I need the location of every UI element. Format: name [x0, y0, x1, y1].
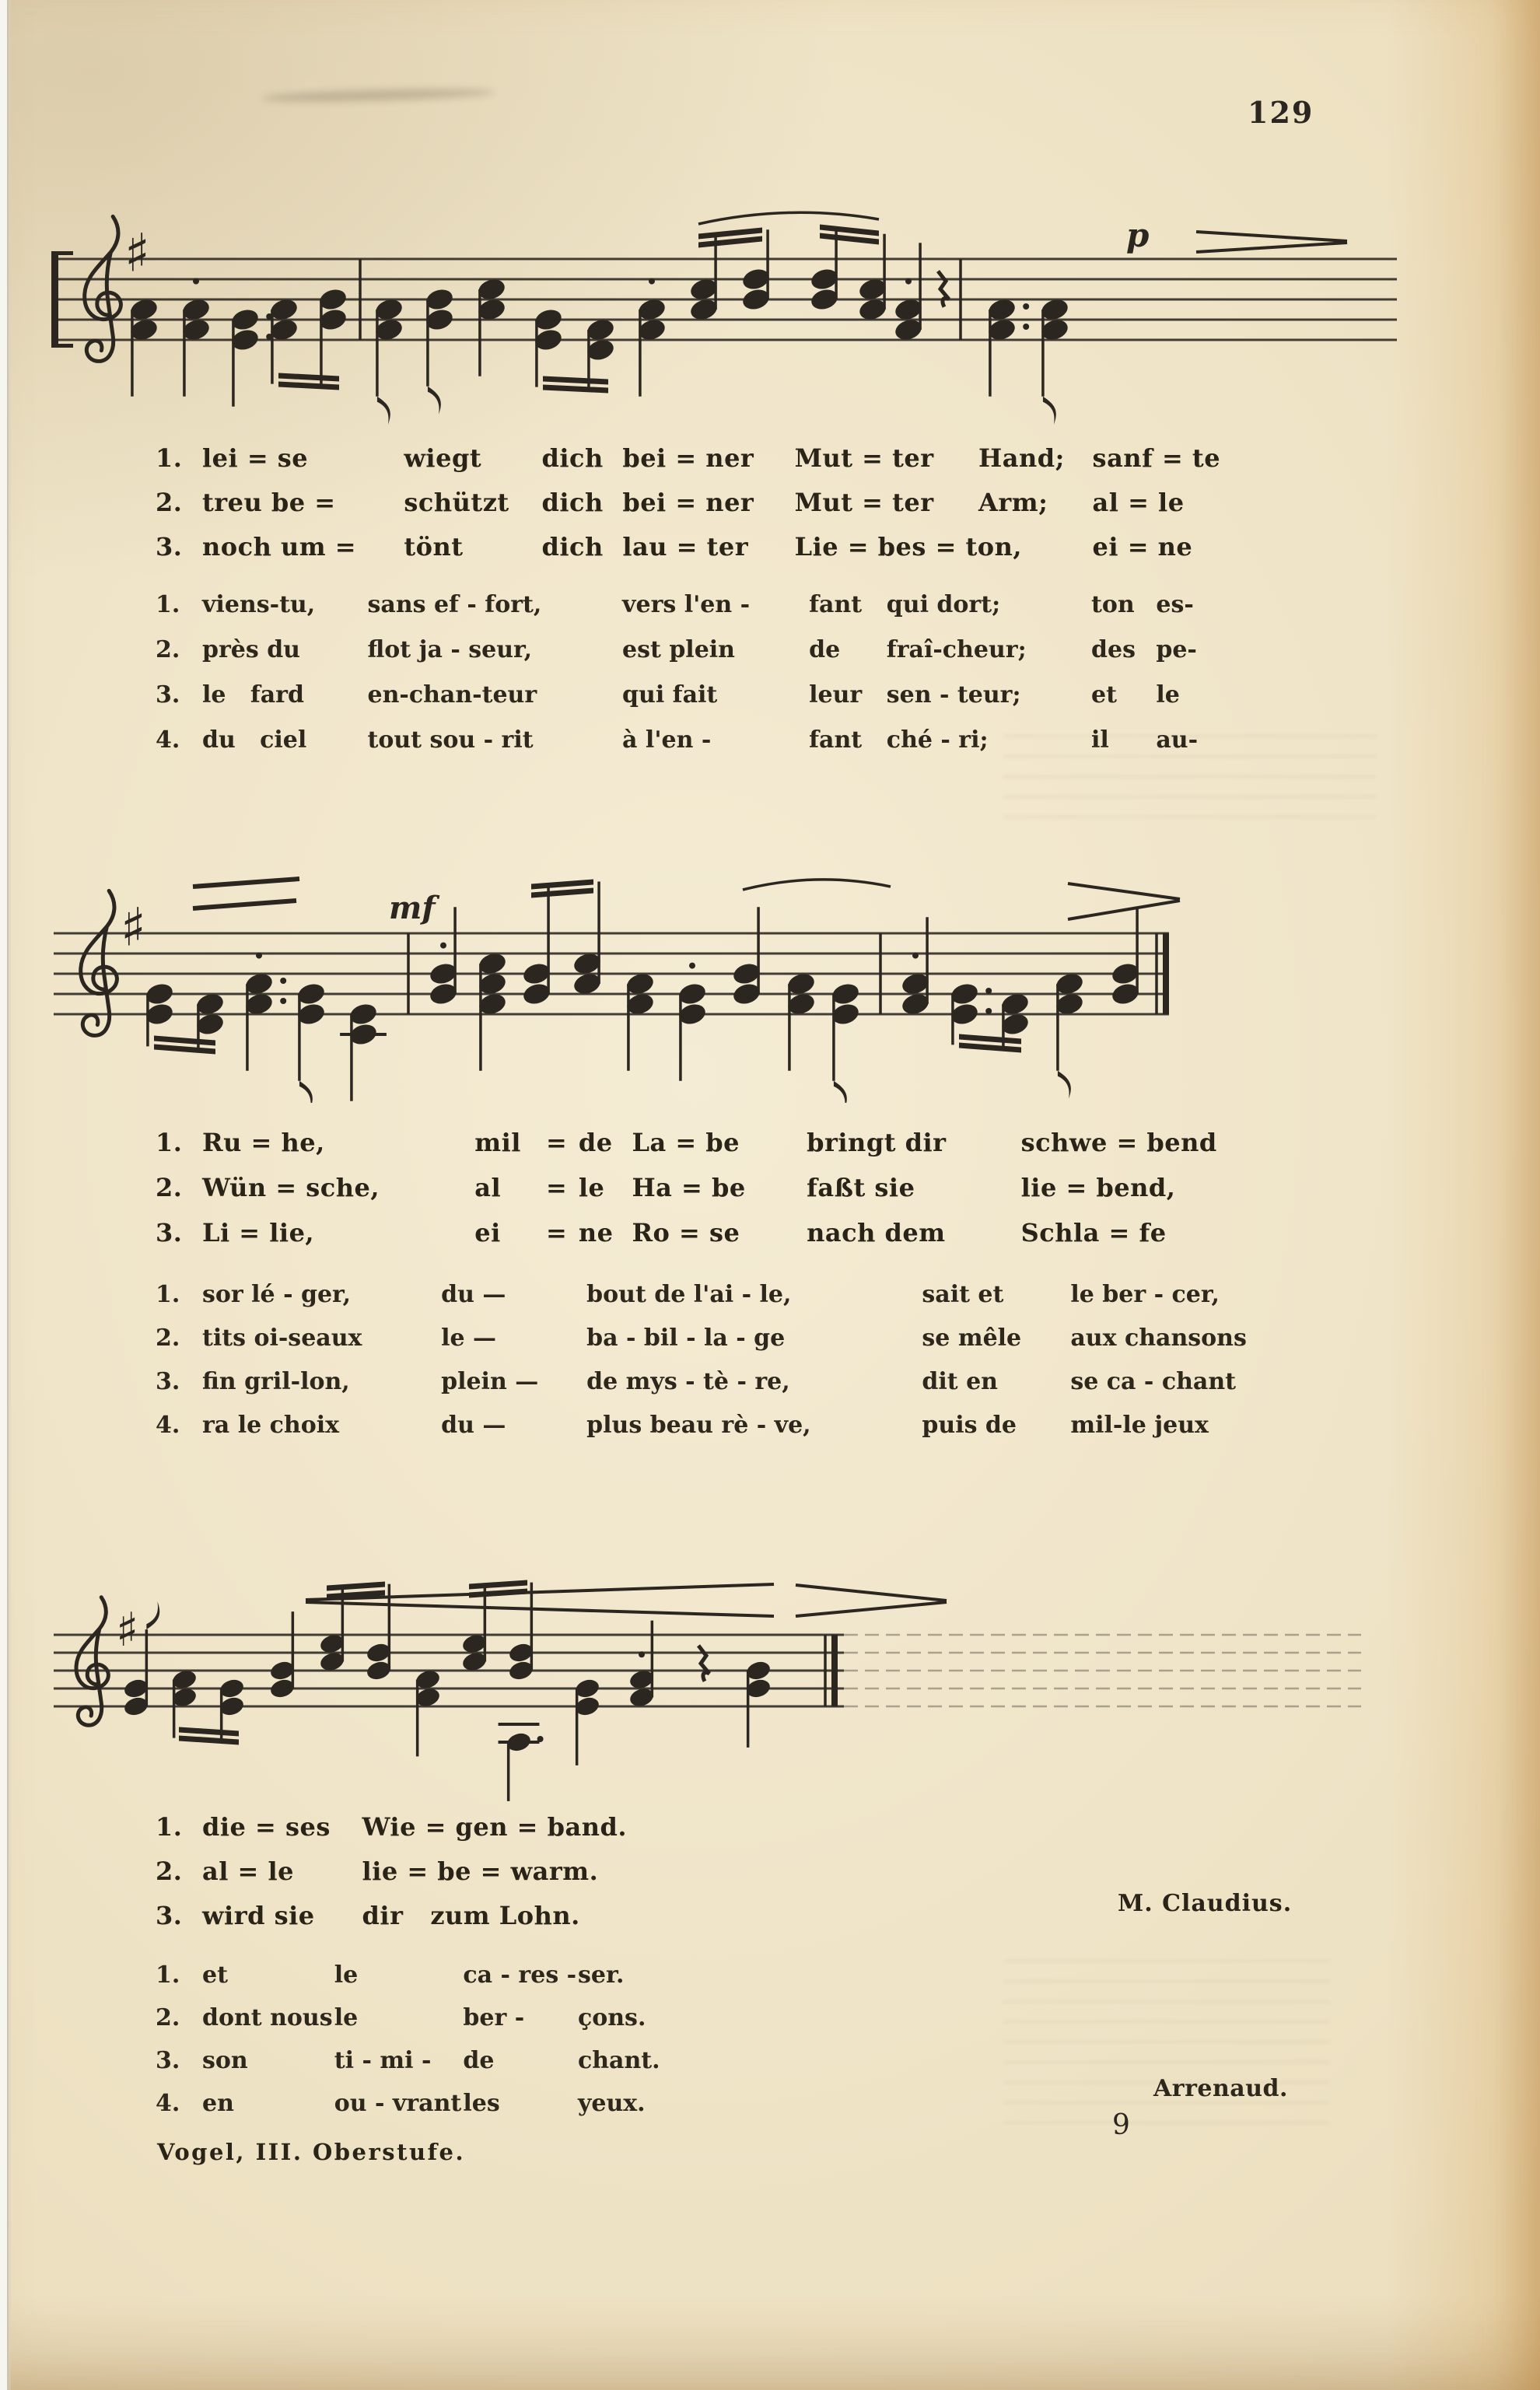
- lyric-cell: schwe = bend: [1020, 1128, 1217, 1157]
- line-number: 1.: [156, 1961, 180, 1989]
- line-number: 3.: [156, 1218, 183, 1247]
- lyric-cell: en-chan-teur: [367, 681, 537, 709]
- lyric-cell: ne: [578, 1218, 614, 1247]
- lyric-cell: lau = ter: [622, 531, 749, 562]
- lyric-cell: le fard: [202, 681, 304, 709]
- german-verse-3: [156, 1804, 692, 1937]
- lyric-cell: ti - mi -: [334, 2047, 432, 2074]
- svg-text:♯: ♯: [116, 1602, 138, 1657]
- credit-french-author: Arrenaud.: [1153, 2075, 1288, 2102]
- lyric-cell: ser.: [577, 1961, 625, 1989]
- verse-table: [156, 1954, 661, 2125]
- lyric-cell: lie = be = warm.: [362, 1856, 599, 1886]
- lyric-cell: du —: [441, 1411, 506, 1439]
- lyric-cell: nach dem: [807, 1218, 946, 1247]
- lyric-cell: treu be =: [202, 487, 336, 517]
- lyric-cell: tönt: [404, 531, 464, 562]
- lyric-cell: faßt sie: [807, 1173, 915, 1202]
- lyric-cell: viens-tu,: [202, 590, 316, 618]
- lyric-cell: vers l'en -: [622, 590, 751, 618]
- lyric-cell: =: [545, 1173, 568, 1202]
- lyric-cell: le: [334, 1961, 359, 1989]
- svg-text:♯: ♯: [124, 222, 150, 284]
- line-number: 4.: [156, 1411, 180, 1439]
- lyric-cell: Arm;: [978, 487, 1048, 517]
- lyric-cell: Wün = sche,: [202, 1173, 380, 1202]
- line-number: 2.: [156, 1173, 183, 1202]
- lyric-cell: est plein: [622, 635, 735, 663]
- lyric-line: [156, 2082, 661, 2125]
- lyric-cell: al = le: [1092, 487, 1185, 517]
- verse-table: [156, 1120, 1322, 1255]
- lyric-cell: ca - res -: [463, 1961, 577, 1989]
- lyric-cell: die = ses: [202, 1811, 331, 1842]
- lyric-cell: aux chansons: [1070, 1324, 1247, 1352]
- lyric-cell: ei = ne: [1092, 531, 1193, 562]
- lyric-cell: sait et: [922, 1280, 1004, 1308]
- german-verse-1: [156, 436, 1260, 569]
- lyric-line: [156, 1120, 1322, 1165]
- lyric-cell: près du: [202, 635, 300, 663]
- page-number: 129: [1248, 95, 1314, 130]
- lyric-cell: wiegt: [404, 443, 482, 473]
- lyric-cell: Mut = ter: [794, 443, 934, 473]
- lyric-line: [156, 717, 1217, 762]
- lyric-line: [156, 1210, 1322, 1255]
- credit-german-author: M. Claudius.: [1118, 1890, 1293, 1917]
- lyric-cell: La = be: [632, 1128, 740, 1157]
- line-number: 1.: [156, 443, 183, 473]
- french-verse-3: [156, 1954, 661, 2125]
- lyric-cell: le: [578, 1173, 605, 1202]
- line-number: 3.: [156, 1367, 180, 1395]
- line-number: 2.: [156, 2004, 180, 2031]
- verse-table: [156, 1272, 1334, 1447]
- lyric-cell: fin gril-lon,: [202, 1367, 350, 1395]
- lyric-cell: de: [578, 1128, 613, 1157]
- lyric-line: [156, 1954, 661, 1996]
- lyric-cell: des: [1091, 635, 1136, 663]
- lyric-cell: dich: [541, 531, 604, 562]
- lyric-cell: le: [334, 2004, 359, 2031]
- lyric-cell: tout sou - rit: [367, 726, 534, 754]
- showthrough-ghost: [1003, 1960, 1330, 2139]
- lyric-cell: al: [474, 1173, 502, 1202]
- lyric-cell: dont nous: [202, 2004, 333, 2031]
- lyric-cell: Lie = bes = ton,: [794, 531, 1023, 562]
- lyric-cell: sans ef - fort,: [367, 590, 542, 618]
- lyric-cell: dit en: [922, 1367, 998, 1395]
- line-number: 4.: [156, 2090, 180, 2117]
- lyric-cell: Ro = se: [632, 1218, 740, 1247]
- lyric-cell: çons.: [577, 2004, 646, 2031]
- dynamic-p: p: [1126, 216, 1150, 254]
- lyric-cell: son: [202, 2047, 248, 2074]
- line-number: 2.: [156, 1324, 180, 1352]
- lyric-line: [156, 436, 1260, 480]
- lyric-cell: tits oi-seaux: [202, 1324, 362, 1352]
- lyric-cell: sanf = te: [1092, 443, 1221, 473]
- music-staff-3: [43, 1579, 1404, 1804]
- lyric-cell: qui fait: [622, 681, 718, 709]
- lyric-cell: plus beau rè - ve,: [586, 1411, 811, 1439]
- signature-number: 9: [1112, 2109, 1130, 2141]
- line-number: 3.: [156, 681, 180, 709]
- lyric-cell: =: [545, 1128, 568, 1157]
- verse-table: [156, 436, 1260, 569]
- lyric-cell: lei = se: [202, 443, 309, 473]
- lyric-cell: à l'en -: [622, 726, 712, 754]
- lyric-line: [156, 1804, 692, 1849]
- scan-edge: [0, 0, 11, 2390]
- lyric-line: [156, 1316, 1334, 1359]
- german-verse-2: [156, 1120, 1322, 1255]
- line-number: 1.: [156, 1811, 183, 1842]
- lyric-cell: ber -: [463, 2004, 525, 2031]
- lyric-line: [156, 1893, 692, 1937]
- lyric-cell: le ber - cer,: [1070, 1280, 1220, 1308]
- lyric-line: [156, 2039, 661, 2082]
- lyric-cell: bei = ner: [622, 487, 754, 517]
- lyric-cell: Mut = ter: [794, 487, 934, 517]
- lyric-cell: du ciel: [202, 726, 307, 754]
- lyric-cell: bout de l'ai - le,: [586, 1280, 792, 1308]
- lyric-cell: dir zum Lohn.: [362, 1900, 580, 1930]
- lyric-cell: sen - teur;: [886, 681, 1021, 709]
- verse-table: [156, 582, 1217, 762]
- line-number: 2.: [156, 1856, 183, 1886]
- music-staff-1: [47, 201, 1408, 434]
- line-number: 1.: [156, 1280, 180, 1308]
- lyric-cell: mil: [474, 1128, 521, 1157]
- lyric-cell: ou - vrant: [334, 2090, 462, 2117]
- lyric-cell: chant.: [577, 2047, 660, 2074]
- lyric-cell: de: [463, 2047, 495, 2074]
- dynamic-mf: mf: [389, 890, 436, 926]
- lyric-line: [156, 1403, 1334, 1447]
- lyric-cell: fant: [809, 726, 863, 754]
- lyric-cell: dich: [541, 443, 604, 473]
- lyric-cell: de: [809, 635, 841, 663]
- lyric-line: [156, 1996, 661, 2039]
- lyric-line: [156, 1359, 1334, 1403]
- lyric-cell: Hand;: [978, 443, 1065, 473]
- lyric-line: [156, 1165, 1322, 1210]
- lyric-cell: plein —: [441, 1367, 539, 1395]
- footer-source: Vogel, III. Oberstufe.: [157, 2139, 466, 2165]
- svg-text:♯: ♯: [121, 896, 146, 958]
- lyric-cell: flot ja - seur,: [367, 635, 533, 663]
- lyric-line: [156, 524, 1260, 569]
- lyric-cell: et: [1091, 681, 1117, 709]
- line-number: 3.: [156, 531, 183, 562]
- lyric-line: [156, 1849, 692, 1893]
- lyric-cell: au-: [1156, 726, 1199, 754]
- lyric-cell: puis de: [922, 1411, 1017, 1439]
- music-staff-2: [43, 862, 1202, 1103]
- lyric-cell: le —: [441, 1324, 497, 1352]
- lyric-cell: fraî-cheur;: [886, 635, 1027, 663]
- lyric-cell: ché - ri;: [886, 726, 989, 754]
- lyric-cell: qui dort;: [886, 590, 1001, 618]
- lyric-cell: bringt dir: [807, 1128, 947, 1157]
- lyric-cell: fant: [809, 590, 863, 618]
- lyric-cell: wird sie: [202, 1900, 315, 1930]
- lyric-cell: il: [1091, 726, 1109, 754]
- french-verse-2: [156, 1272, 1334, 1447]
- lyric-line: [156, 672, 1217, 717]
- french-verse-1: [156, 582, 1217, 762]
- lyric-line: [156, 627, 1217, 672]
- lyric-cell: es-: [1156, 590, 1194, 618]
- lyric-cell: ra le choix: [202, 1411, 339, 1439]
- lyric-cell: yeux.: [577, 2090, 646, 2117]
- lyric-cell: lie = bend,: [1020, 1173, 1176, 1202]
- lyric-cell: ton: [1091, 590, 1135, 618]
- lyric-cell: schützt: [404, 487, 509, 517]
- line-number: 3.: [156, 1900, 183, 1930]
- line-number: 2.: [156, 487, 183, 517]
- lyric-line: [156, 1272, 1334, 1316]
- lyric-cell: Ru = he,: [202, 1128, 325, 1157]
- lyric-line: [156, 582, 1217, 627]
- lyric-cell: du —: [441, 1280, 506, 1308]
- lyric-cell: se ca - chant: [1070, 1367, 1237, 1395]
- line-number: 2.: [156, 635, 180, 663]
- lyric-cell: noch um =: [202, 531, 357, 562]
- line-number: 1.: [156, 590, 180, 618]
- lyric-cell: leur: [809, 681, 863, 709]
- lyric-cell: sor lé - ger,: [202, 1280, 352, 1308]
- lyric-cell: Wie = gen = band.: [362, 1811, 627, 1842]
- lyric-cell: les: [463, 2090, 500, 2117]
- lyric-cell: al = le: [202, 1856, 294, 1886]
- lyric-cell: ba - bil - la - ge: [586, 1324, 786, 1352]
- lyric-cell: le: [1156, 681, 1180, 709]
- lyric-cell: Li = lie,: [202, 1218, 315, 1247]
- lyric-cell: =: [545, 1218, 568, 1247]
- lyric-cell: et: [202, 1961, 228, 1989]
- lyric-cell: de mys - tè - re,: [586, 1367, 790, 1395]
- ink-smudge: [261, 87, 495, 103]
- line-number: 1.: [156, 1128, 183, 1157]
- lyric-cell: mil-le jeux: [1070, 1411, 1209, 1439]
- lyric-line: [156, 480, 1260, 524]
- verse-table: [156, 1804, 692, 1937]
- lyric-cell: Schla = fe: [1020, 1218, 1167, 1247]
- lyric-cell: bei = ner: [622, 443, 754, 473]
- lyric-cell: Ha = be: [632, 1173, 746, 1202]
- lyric-cell: se mêle: [922, 1324, 1022, 1352]
- lyric-cell: dich: [541, 487, 604, 517]
- lyric-cell: pe-: [1156, 635, 1197, 663]
- lyric-cell: ei: [474, 1218, 501, 1247]
- lyric-cell: en: [202, 2090, 234, 2117]
- line-number: 3.: [156, 2047, 180, 2074]
- line-number: 4.: [156, 726, 180, 754]
